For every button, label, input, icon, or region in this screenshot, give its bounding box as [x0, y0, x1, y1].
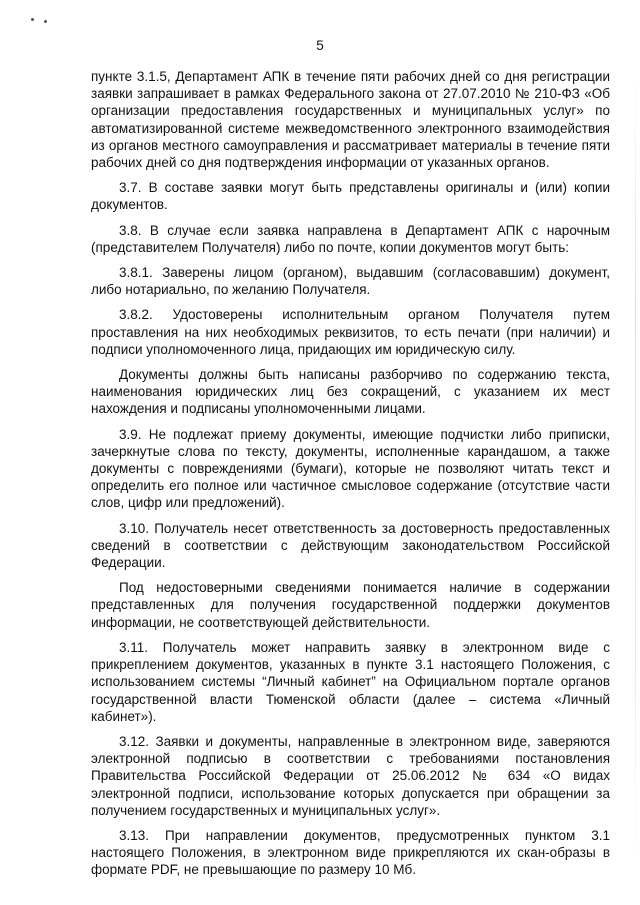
paragraph-3-7: 3.7. В составе заявки могут быть представлены оригиналы и (или) копии документов. — [91, 180, 610, 213]
paragraph-3-8-2: 3.8.2. Удостоверены исполнительным органом Получателя путем проставления на них необходимых реквизитов, то есть печати (при наличии) и подписи уполномоченного лица, придающих им юридическую силу. — [91, 307, 610, 357]
document-body — [91, 68, 610, 887]
paragraph-continuation: пункте 3.1.5, Департамент АПК в течение пяти рабочих дней со дня регистрации заявки запрашивает в рамках Федерального закона от 27.07.2010 № 210-ФЗ «Об организации предоставления государственных и муниципальных услуг» по автоматизированной системе межведомственного электронного взаимодействия из органов местного самоуправления и рассматривает материалы в течение пяти рабочих дней со дня подтверждения информации от указанных органов. — [91, 69, 610, 171]
paragraph-false-information: Под недостоверными сведениями понимается наличие в содержании представленных для получения государственной поддержки документов информации, не соответствующей действительности. — [91, 580, 610, 630]
paragraph-3-8-1: 3.8.1. Заверены лицом (органом), выдавшим (согласовавшим) документ, либо нотариально, по желанию Получателя. — [91, 265, 610, 298]
paragraph-3-8: 3.8. В случае если заявка направлена в Департамент АПК с нарочным (представителем Получателя) либо по почте, копии документов могут быть: — [91, 222, 610, 255]
paragraph-3-11: 3.11. Получатель может направить заявку в электронном виде с прикреплением документов, указанных в пункте 3.1 настоящего Положения, с использованием системы “Личный кабинет” на Официальном портале органов государственной власти Тюменской области (далее – система «Личный кабинет»). — [91, 639, 610, 724]
page-edge-shadow — [635, 60, 636, 880]
page-number: 5 — [316, 38, 324, 53]
paragraph-3-10: 3.10. Получатель несет ответственность за достоверность предоставленных сведений в соответствии с действующим законодательством Российской Федерации. — [91, 520, 610, 571]
scan-dot — [31, 18, 34, 21]
scan-dot — [44, 20, 47, 23]
paragraph-3-13: 3.13. При направлении документов, предусмотренных пунктом 3.1 настоящего Положения, в электронном виде прикрепляются их скан-образы в формате PDF, не превышающие по размеру 10 Мб. — [91, 827, 610, 878]
paragraph-3-9: 3.9. Не подлежат приему документы, имеющие подчистки либо приписки, зачеркнутые слова по тексту, документы, исполненные карандашом, а также документы с повреждениями (бумаги), которые не позволяют читать текст и определить его полное или частичное смысловое содержание (отсутствие части слов, цифр или предложений). — [91, 426, 610, 511]
paragraph-3-12: 3.12. Заявки и документы, направленные в электронном виде, заверяются электронной подписью в соответствии с требованиями постановления Правительства Российской Федерации от 25.06.2012 № 634 «О видах электронной подписи, использование которых допускается при обращении за получением государственных и муниципальных услуг». — [91, 733, 610, 818]
paragraph-documents-requirements: Документы должны быть написаны разборчиво по содержанию текста, наименования юридических лиц без сокращений, с указанием их мест нахождения и подписаны уполномоченными лицами. — [91, 367, 610, 417]
